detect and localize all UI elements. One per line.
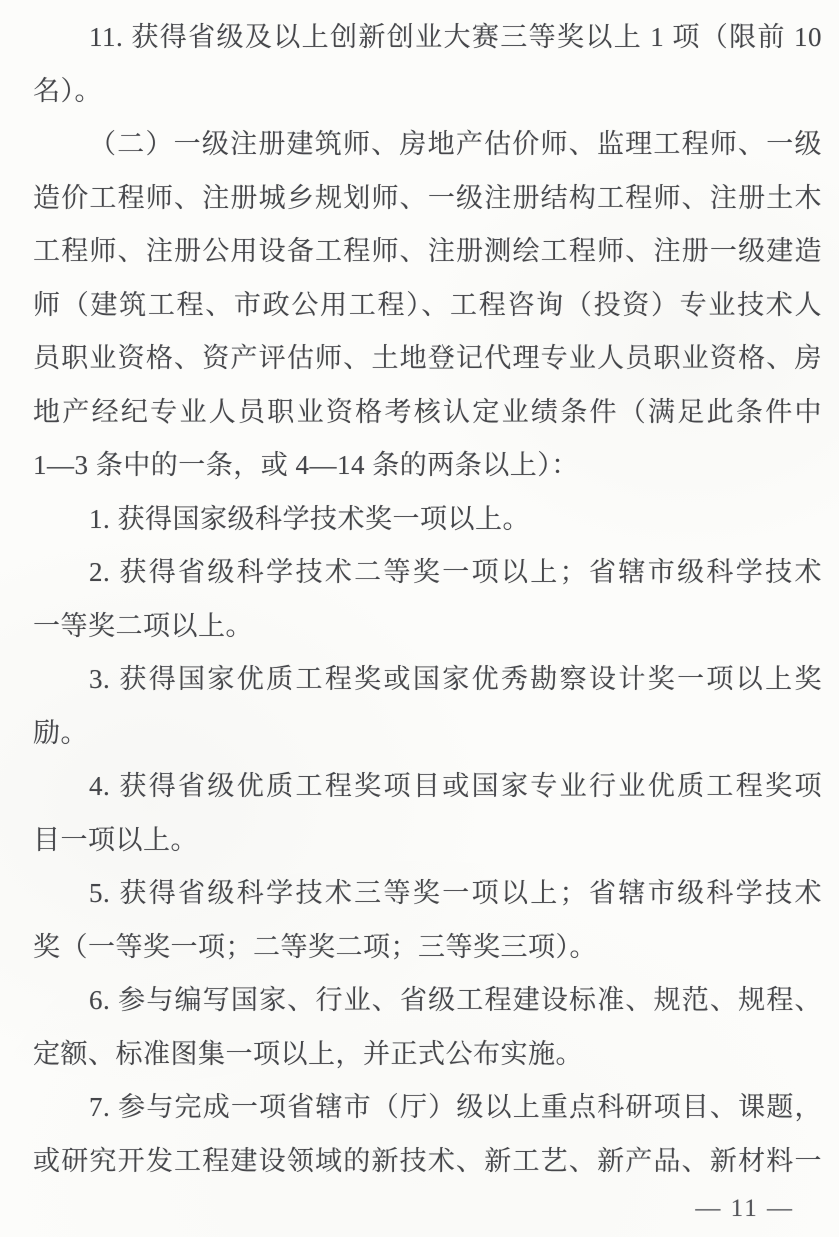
page-number: — 11 — (695, 1195, 794, 1222)
paragraph (33, 11, 822, 118)
text-line: 工程师、注册公用设备工程师、注册测绘工程师、注册一级建造 (33, 236, 822, 266)
text-line: 一等奖二项以上。 (33, 610, 253, 641)
paragraph (33, 493, 822, 547)
text-line: 5. 获得省级科学技术三等奖一项以上；省辖市级科学技术 (89, 878, 822, 908)
paragraph (33, 546, 822, 653)
text-line: 员职业资格、资产评估师、土地登记代理专业人员职业资格、房 (33, 343, 822, 373)
text-line: 奖（一等奖一项；二等奖二项；三等奖三项）。 (33, 931, 597, 962)
text-line: 3. 获得国家优质工程奖或国家优秀勘察设计奖一项以上奖 (89, 664, 822, 694)
text-line: 名）。 (33, 75, 102, 106)
text-line: 或研究开发工程建设领域的新技术、新工艺、新产品、新材料一 (33, 1145, 822, 1176)
paragraph (33, 1081, 822, 1188)
paragraph (33, 974, 822, 1081)
document-body (33, 11, 822, 1188)
paragraph (33, 653, 822, 760)
page-footer (33, 1188, 822, 1230)
text-line: 1. 获得国家级科学技术奖一项以上。 (89, 503, 530, 534)
text-line: 造价工程师、注册城乡规划师、一级注册结构工程师、注册土木 (33, 182, 822, 213)
paragraph (33, 760, 822, 867)
text-line: 励。 (33, 717, 88, 748)
text-line: 7. 参与完成一项省辖市（厅）级以上重点科研项目、课题， (89, 1092, 822, 1122)
text-line: 4. 获得省级优质工程奖项目或国家专业行业优质工程奖项 (89, 771, 822, 801)
text-line: 定额、标准图集一项以上，并正式公布实施。 (33, 1038, 583, 1069)
text-line: 2. 获得省级科学技术二等奖一项以上；省辖市级科学技术 (89, 557, 822, 587)
text-line: （二）一级注册建筑师、房地产估价师、监理工程师、一级 (89, 129, 822, 159)
text-line: 1—3 条中的一条，或 4—14 条的两条以上）： (33, 450, 579, 480)
text-line: 地产经纪专业人员职业资格考核认定业绩条件（满足此条件中 (33, 396, 822, 427)
paragraph (33, 867, 822, 974)
text-line: 师（建筑工程、市政公用工程）、工程咨询（投资）专业技术人 (33, 289, 822, 320)
text-line: 11. 获得省级及以上创新创业大赛三等奖以上 1 项（限前 10 (89, 22, 822, 52)
paragraph (33, 118, 822, 493)
text-line: 目一项以上。 (33, 824, 198, 855)
text-line: 6. 参与编写国家、行业、省级工程建设标准、规范、规程、 (89, 985, 822, 1015)
